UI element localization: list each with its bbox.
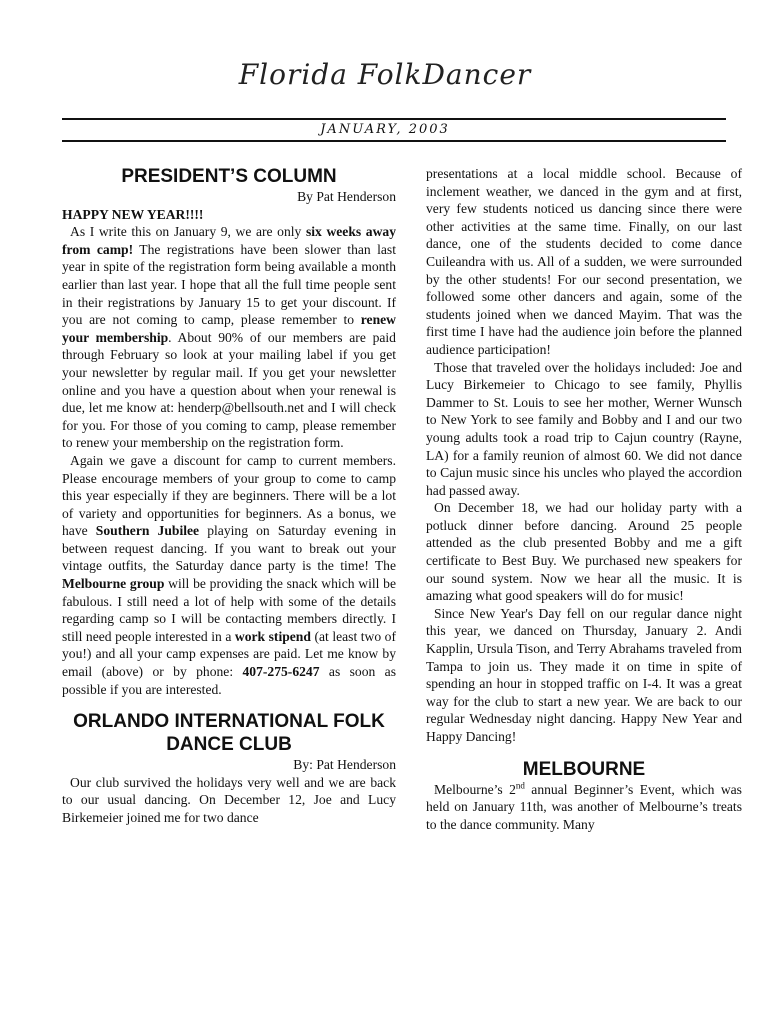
- president-paragraph-2: Again we gave a discount for camp to current members. Please encourage members of your group to come to camp this year especially if they are beginners. There will be a lot of variety and opportunities for beginners. As a bonus, we have Southern Jubilee playing on Saturday evening in between request dancing. If you want to break out your vintage outfits, the Saturday dance party is the time! The Melbourne group will be providing the snack which will be fabulous. I still need a lot of help with some of the details regarding camp so I will be contacting members directly. I still need people interested in a work stipend (at least two of you!) and all your camp expenses are paid. Let me know by email (above) or by phone: 407-275-6247 as soon as possible if you are interested.: [62, 452, 396, 697]
- happy-new-year-subhead: HAPPY NEW YEAR!!!!: [62, 206, 204, 222]
- newsletter-title: Florida FolkDancer: [238, 58, 532, 91]
- orlando-paragraph-2: Those that traveled over the holidays included: Joe and Lucy Birkemeier to Chicago to see family, Phyllis Dammer to St. Louis to see her mother, Werner Wunsch to New York to see family and Bobby and I and our two young adults took a road trip to Cajun country (Rayne, LA) for a family reunion of almost 60. We did not dance to Cajun music since his uncles who played the accordion had passed away.: [426, 359, 742, 498]
- president-paragraph-1: As I write this on January 9, we are only six weeks away from camp! The registrations have been slower than last year in spite of the registration form being available a month earlier than last year. I hope that all the full time people sent in their registrations by January 15 to get your discount. If you are not coming to camp, please remember to renew your membership. About 90% of our members are paid through February so look at your mailing label if you get your newsletter by regular mail. If you get your newsletter online and you have a question about when your renewal is due, let me know at: henderp@bellsouth.net and I will check for you. For those of you coming to camp, please remember to renew your membership on the registration form.: [62, 224, 396, 451]
- orlando-paragraph-3: On December 18, we had our holiday party with a potluck dinner before dancing. Around 25 people attended as the club presented Bobby and me a gift certificate to Best Buy. We purchased new speakers for our sound system. Now we hear all the music. It is amazing what good speakers will do for music!: [426, 500, 742, 604]
- melbourne-heading: MELBOURNE: [522, 758, 646, 780]
- left-column: [62, 165, 396, 827]
- president-byline: By Pat Henderson: [297, 189, 396, 204]
- orlando-paragraph-4: Since New Year's Day fell on our regular dance night this year, we danced on Thursday, January 2. Andi Kapplin, Ursula Tison, and Terry Abrahams traveled from Tampa to join us. They made it on time in spite of spending an hour in stopped traffic on I-4. It was a great way for the club to start a new year. We are back to our regular Wednesday night dancing. Happy New Year and Happy Dancing!: [426, 605, 742, 744]
- masthead-top-rule: [62, 118, 726, 120]
- orlando-paragraph-1-continued: presentations at a local middle school. Because of inclement weather, we danced in the gym and at first, very few students noticed us dancing since there were other activities at the same time. Finally, on our last dance, one of the students decided to come dance Cuileandra with us. All of a sudden, we were surrounded by the other students! For our second presentation, we followed some other dancers and again, some of the students joined when we danced Mayim. That was the first time I have had the audience join before the planned audience participation!: [426, 166, 742, 357]
- orlando-byline: By: Pat Henderson: [293, 757, 396, 773]
- masthead-bottom-rule: [62, 140, 726, 142]
- orlando-paragraph-1: Our club survived the holidays very well and we are back to our usual dancing. On December 12, Joe and Lucy Birkemeier joined me for two dance: [62, 774, 396, 825]
- president-column-heading: PRESIDENT’S COLUMN: [121, 166, 337, 187]
- right-column: [426, 165, 742, 833]
- issue-date: JANUARY, 2003: [320, 122, 450, 137]
- orlando-club-heading: ORLANDO INTERNATIONAL FOLK DANCE CLUB: [73, 711, 385, 756]
- melbourne-paragraph-1: Melbourne’s 2nd annual Beginner’s Event, which was held on January 11th, was another of Melbourne’s treats to the dance community. Many: [426, 780, 742, 832]
